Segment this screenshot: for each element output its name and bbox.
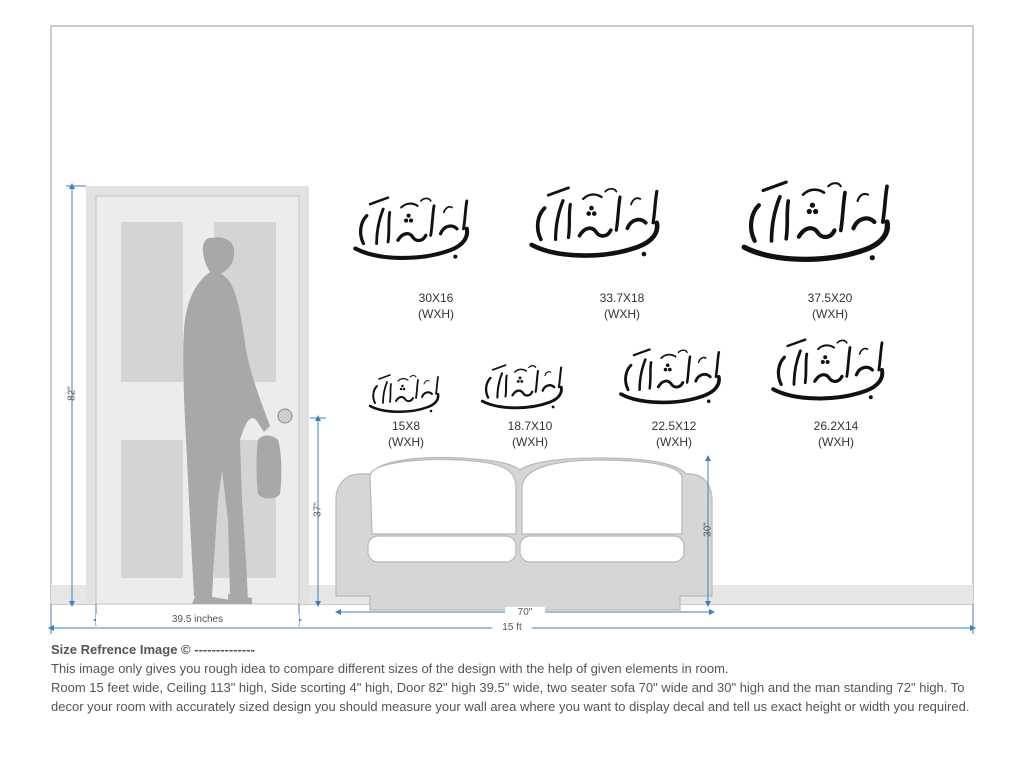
size-label — [614, 418, 734, 450]
sofa — [336, 458, 712, 610]
size-label — [776, 418, 896, 450]
sofa-width-label: 70" — [505, 607, 545, 618]
door-height-label: 82" — [66, 386, 78, 401]
size-value: 18.7X10 — [507, 419, 553, 433]
size-label — [376, 290, 496, 322]
room-width-label: 15 ft — [492, 622, 532, 633]
door-panel — [121, 440, 183, 578]
size-value: 37.5X20 — [807, 291, 853, 305]
sofa-height-label: 30" — [702, 522, 714, 537]
size-unit: (WXH) — [604, 307, 640, 321]
size-label — [770, 290, 890, 322]
knob-height-label: 37" — [312, 502, 324, 517]
size-value: 30X16 — [418, 291, 454, 305]
size-unit: (WXH) — [512, 435, 548, 449]
size-value: 26.2X14 — [813, 419, 859, 433]
caption-line: This image only gives you rough idea to compare different sizes of the design with the help of given elements in room. — [51, 661, 729, 676]
size-unit: (WXH) — [388, 435, 424, 449]
size-value: 15X8 — [391, 419, 421, 433]
size-unit: (WXH) — [418, 307, 454, 321]
door-panel — [121, 222, 183, 382]
size-label — [470, 418, 590, 450]
door-knob — [278, 409, 292, 423]
caption-line: Room 15 feet wide, Ceiling 113" high, Side scorting 4" high, Door 82" high 39.5" wide, two seater sofa 70" wide and 30" high and the man standing 72" high. To decor your room with accurately sized design you should measure your wall area where you want to display decal and tell us exact height or width you required. — [51, 680, 970, 714]
size-value: 33.7X18 — [599, 291, 645, 305]
size-unit: (WXH) — [812, 307, 848, 321]
size-label — [562, 290, 682, 322]
size-label — [346, 418, 466, 450]
door-width-label: 39.5 inches — [96, 614, 299, 625]
size-unit: (WXH) — [818, 435, 854, 449]
size-unit: (WXH) — [656, 435, 692, 449]
caption-title: Size Refrence Image © -------------- — [51, 642, 255, 657]
size-value: 22.5X12 — [651, 419, 697, 433]
caption — [51, 640, 981, 716]
